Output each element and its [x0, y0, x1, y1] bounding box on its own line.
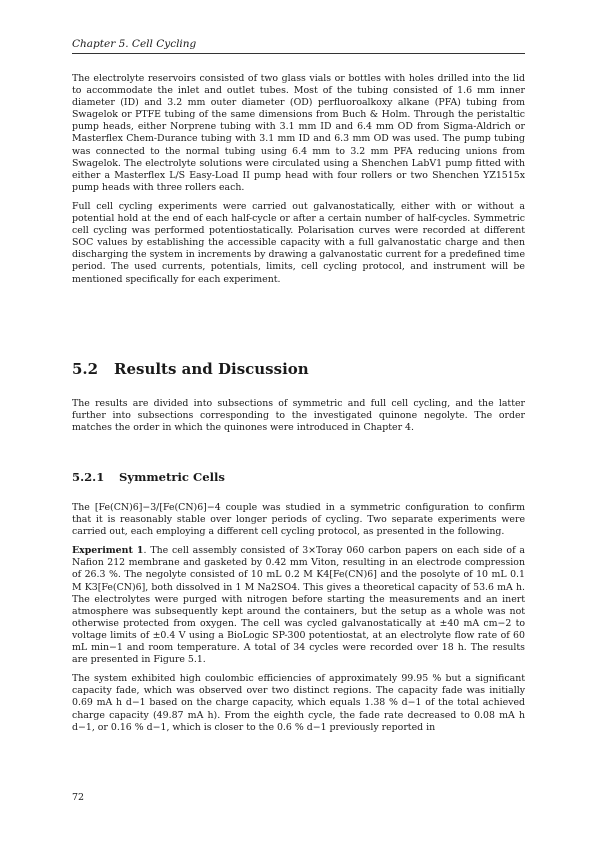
intro-block: [72, 73, 525, 293]
experiment-label: Experiment 1: [72, 545, 144, 557]
section-intro-block: [72, 398, 525, 441]
paragraph-cycling-protocol: Full cell cycling experiments were carried out galvanostatically, either with or without a potential hold at the end of each half-cycle or after a certain number of half-cycles. Symmetric cell cycling was performed potentiostatically. Polarisation curves were recorded at different SOC values by establishing the accessible capacity with a full galvanostatic charge and then discharging the system in increments by drawing a galvanostatic current for a predefined time period. The used currents, potentials, limits, cell cycling protocol, and instrument will be mentioned specifically for each experiment.: [72, 200, 525, 285]
subsection-heading: [72, 470, 525, 484]
subsection-block: [72, 502, 525, 741]
experiment-text: . The cell assembly consisted of 3×Toray 060 carbon papers on each side of a Nafion 212 membrane and gasketed by 0.42 mm Viton, resulting in an electrode compression of 26.3 %. The negolyte consisted of 10 mL 0.2 M K4[Fe(CN)6] and the posolyte of 10 mL 0.1 M K3[Fe(CN)6], both dissolved in 1 M Na2SO4. This gives a theoretical capacity of 53.6 mA h. The electrolytes were purged with nitrogen before starting the measurements and an inert atmosphere was subsequently kept around the containers, but the setup as a whole was not otherwise protected from oxygen. The cell was cycled galvanostatically at ±40 mA cm−2 to voltage limits of ±0.4 V using a BioLogic SP-300 potentiostat, at an electrolyte flow rate of 60 mL min−1 and room temperature. A total of 34 cycles were recorded over 18 h. The results are presented in Figure 5.1.: [72, 545, 526, 666]
paragraph-electrolyte-reservoirs: The electrolyte reservoirs consisted of two glass vials or bottles with holes drilled into the lid to accommodate the inlet and outlet tubes. Most of the tubing consisted of 1.6 mm inner diameter (ID) and 3.2 mm outer diameter (OD) perfluoroalkoxy alkane (PFA) tubing from Swagelok or PTFE tubing of the same dimensions from Buch & Holm. Through the peristaltic pump heads, either Norprene tubing with 3.1 mm ID and 6.4 mm OD from Sigma-Aldrich or Masterflex Chem-Durance tubing with 3.1 mm ID and 6.3 mm OD was used. The pump tubing was connected to the normal tubing using 6.4 mm to 3.2 mm PFA reducing unions from Swagelok. The electrolyte solutions were circulated using a Shenchen LabV1 pump fitted with either a Masterflex L/S Easy-Load II pump head with four rollers or two Shenchen YZ1515x pump heads with three rollers each.: [72, 73, 525, 193]
section-heading: [72, 360, 525, 378]
running-title: Chapter 5. Cell Cycling: [72, 38, 197, 50]
section-title: Results and Discussion: [114, 360, 309, 378]
paragraph-results-overview: The results are divided into subsections of symmetric and full cell cycling, and the latter further into subsections corresponding to the investigated quinone negolyte. The order matches the order in which the quinones were introduced in Chapter 4.: [72, 398, 525, 434]
running-header: [72, 38, 525, 54]
section-number: 5.2: [72, 360, 99, 378]
paragraph-capacity-fade: The system exhibited high coulombic efficiencies of approximately 99.95 % but a significant capacity fade, which was observed over two distinct regions. The capacity fade was initially 0.69 mA h d−1 based on the charge capacity, which equals 1.38 % d−1 of the total achieved charge capacity (49.87 mA h). From the eighth cycle, the fade rate decreased to 0.08 mA h d−1, or 0.16 % d−1, which is closer to the 0.6 % d−1 previously reported in: [72, 673, 525, 733]
page-number: 72: [72, 792, 85, 803]
paragraph-symmetric-intro: The [Fe(CN)6]−3/[Fe(CN)6]−4 couple was studied in a symmetric configuration to confirm that it is reasonably stable over longer periods of cycling. Two separate experiments were carried out, each employing a different cell cycling protocol, as presented in the following.: [72, 502, 525, 538]
paragraph-experiment-1: [72, 545, 525, 666]
subsection-title: Symmetric Cells: [119, 470, 225, 484]
subsection-number: 5.2.1: [72, 470, 105, 484]
